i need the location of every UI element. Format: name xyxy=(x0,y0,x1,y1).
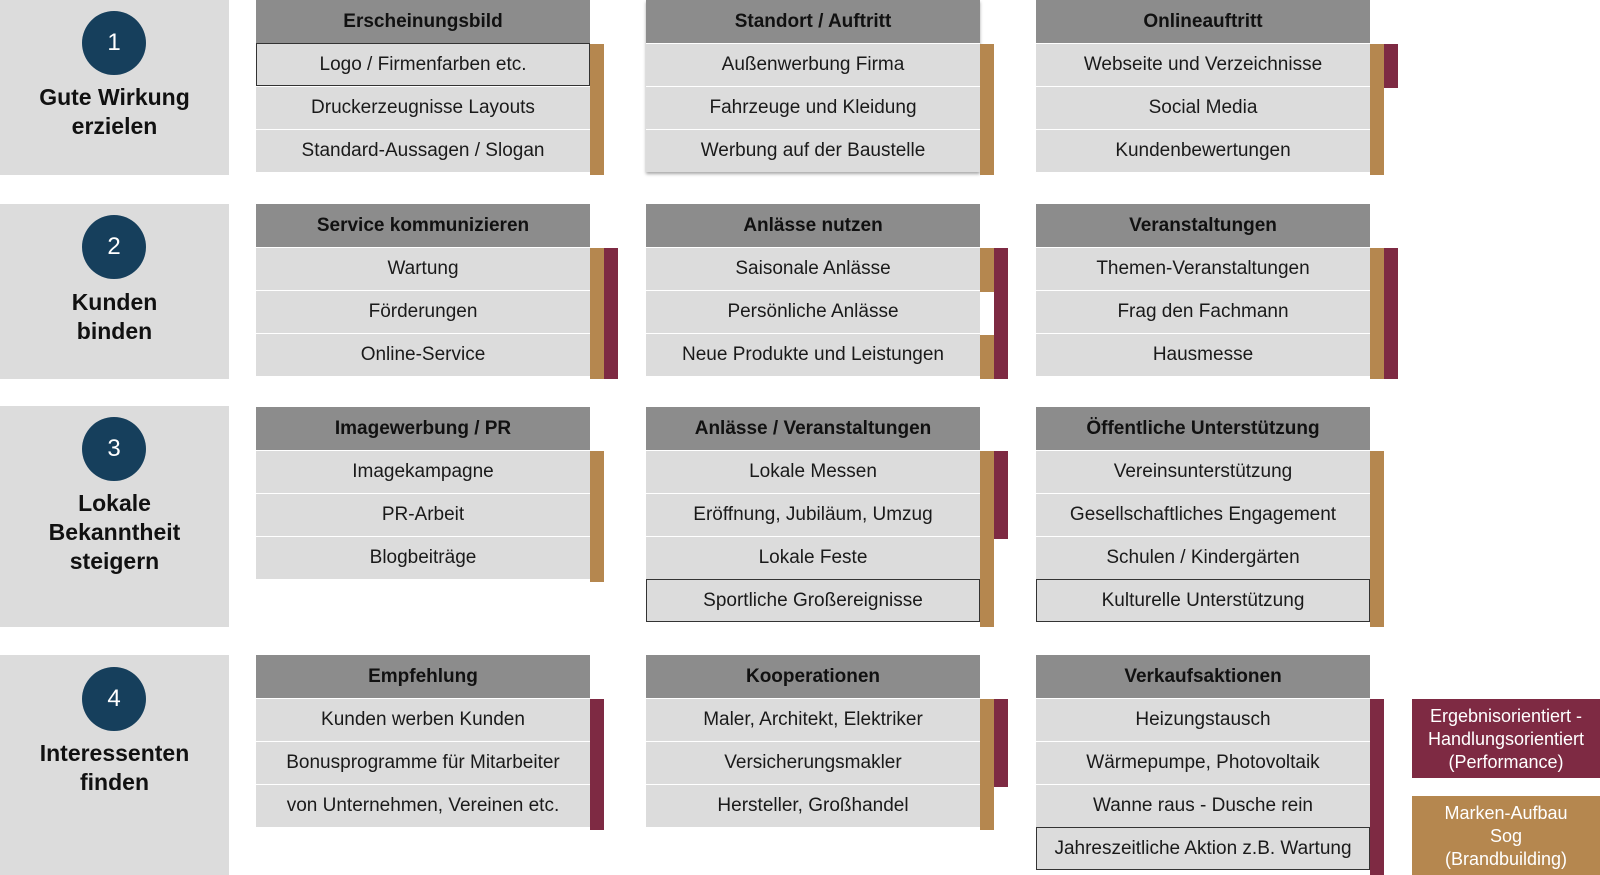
category-anlaesse-veranstaltungen xyxy=(646,407,980,622)
category-item: Maler, Architekt, Elektriker xyxy=(646,698,980,741)
performance-bar xyxy=(994,699,1008,787)
category-item: Social Media xyxy=(1036,86,1370,129)
category-header: Imagewerbung / PR xyxy=(256,407,590,450)
brand-bar xyxy=(1370,248,1384,379)
category-item: PR-Arbeit xyxy=(256,493,590,536)
category-header: Kooperationen xyxy=(646,655,980,698)
brand-bar xyxy=(1370,44,1384,175)
brand-bar xyxy=(590,451,604,582)
category-item: Gesellschaftliches Engagement xyxy=(1036,493,1370,536)
category-erscheinungsbild xyxy=(256,0,590,172)
category-item: Fahrzeuge und Kleidung xyxy=(646,86,980,129)
category-header: Verkaufsaktionen xyxy=(1036,655,1370,698)
category-standort-auftritt xyxy=(646,0,980,172)
performance-bar xyxy=(1384,44,1398,88)
category-item: Heizungstausch xyxy=(1036,698,1370,741)
legend-performance: Ergebnisorientiert - Handlungsorientiert (Performance) xyxy=(1412,699,1600,778)
category-item: Kunden werben Kunden xyxy=(256,698,590,741)
category-item: Werbung auf der Baustelle xyxy=(646,129,980,172)
category-item: Versicherungsmakler xyxy=(646,741,980,784)
category-service-kommunizieren xyxy=(256,204,590,376)
category-item: Hausmesse xyxy=(1036,333,1370,376)
brand-bar xyxy=(980,44,994,175)
category-item: Logo / Firmenfarben etc. xyxy=(256,43,590,86)
category-item: Imagekampagne xyxy=(256,450,590,493)
category-item: Vereinsunterstützung xyxy=(1036,450,1370,493)
brand-bar xyxy=(980,248,994,292)
category-item: Blogbeiträge xyxy=(256,536,590,579)
category-item: Lokale Messen xyxy=(646,450,980,493)
category-item: Webseite und Verzeichnisse xyxy=(1036,43,1370,86)
brand-bar xyxy=(1370,451,1384,627)
category-item: Saisonale Anlässe xyxy=(646,247,980,290)
brand-bar xyxy=(980,699,994,830)
category-item: Persönliche Anlässe xyxy=(646,290,980,333)
category-item: Sportliche Großereignisse xyxy=(646,579,980,622)
category-item: Kulturelle Unterstützung xyxy=(1036,579,1370,622)
category-item: Kundenbewertungen xyxy=(1036,129,1370,172)
step-number-badge: 2 xyxy=(82,215,146,279)
category-header: Anlässe nutzen xyxy=(646,204,980,247)
category-anlaesse-nutzen xyxy=(646,204,980,376)
category-item: Schulen / Kindergärten xyxy=(1036,536,1370,579)
category-veranstaltungen xyxy=(1036,204,1370,376)
category-item: Lokale Feste xyxy=(646,536,980,579)
category-item: Neue Produkte und Leistungen xyxy=(646,333,980,376)
step-number-badge: 4 xyxy=(82,667,146,731)
category-item: Eröffnung, Jubiläum, Umzug xyxy=(646,493,980,536)
brand-bar xyxy=(590,248,604,379)
performance-bar xyxy=(1370,699,1384,875)
category-item: Druckerzeugnisse Layouts xyxy=(256,86,590,129)
category-onlineauftritt xyxy=(1036,0,1370,172)
performance-bar xyxy=(1384,248,1398,379)
category-header: Öffentliche Unterstützung xyxy=(1036,407,1370,450)
category-header: Empfehlung xyxy=(256,655,590,698)
step-title: Interessenten finden xyxy=(39,740,190,795)
category-item: Wanne raus - Dusche rein xyxy=(1036,784,1370,827)
category-item: Bonusprogramme für Mitarbeiter xyxy=(256,741,590,784)
category-item: Themen-Veranstaltungen xyxy=(1036,247,1370,290)
category-header: Veranstaltungen xyxy=(1036,204,1370,247)
category-header: Service kommunizieren xyxy=(256,204,590,247)
category-item: Außenwerbung Firma xyxy=(646,43,980,86)
category-item: Standard-Aussagen / Slogan xyxy=(256,129,590,172)
category-item: Wartung xyxy=(256,247,590,290)
category-item: Hersteller, Großhandel xyxy=(646,784,980,827)
category-empfehlung xyxy=(256,655,590,827)
category-kooperationen xyxy=(646,655,980,827)
step-panel-1 xyxy=(0,0,229,175)
category-header: Standort / Auftritt xyxy=(646,0,980,43)
step-number-badge: 1 xyxy=(82,11,146,75)
brand-bar xyxy=(980,335,994,379)
category-item: Frag den Fachmann xyxy=(1036,290,1370,333)
category-header: Onlineauftritt xyxy=(1036,0,1370,43)
performance-bar xyxy=(994,248,1008,379)
performance-bar xyxy=(994,451,1008,539)
category-header: Anlässe / Veranstaltungen xyxy=(646,407,980,450)
performance-bar xyxy=(590,699,604,830)
step-number-badge: 3 xyxy=(82,417,146,481)
category-item: Wärmepumpe, Photovoltaik xyxy=(1036,741,1370,784)
category-item: Online-Service xyxy=(256,333,590,376)
category-item: Jahreszeitliche Aktion z.B. Wartung xyxy=(1036,827,1370,870)
category-imagewerbung-pr xyxy=(256,407,590,579)
step-panel-2 xyxy=(0,204,229,379)
category-item: von Unternehmen, Vereinen etc. xyxy=(256,784,590,827)
legend-brand: Marken-Aufbau Sog (Brandbuilding) xyxy=(1412,796,1600,875)
step-title: Kunden binden xyxy=(71,289,158,344)
brand-bar xyxy=(980,451,994,627)
step-title: Lokale Bekanntheit steigern xyxy=(48,490,181,574)
step-panel-3 xyxy=(0,406,229,627)
category-verkaufsaktionen xyxy=(1036,655,1370,870)
category-header: Erscheinungsbild xyxy=(256,0,590,43)
category-oeffentliche-unterstuetzung xyxy=(1036,407,1370,622)
step-title: Gute Wirkung erzielen xyxy=(39,84,190,139)
step-panel-4 xyxy=(0,655,229,875)
performance-bar xyxy=(604,248,618,379)
brand-bar xyxy=(590,44,604,175)
category-item: Förderungen xyxy=(256,290,590,333)
